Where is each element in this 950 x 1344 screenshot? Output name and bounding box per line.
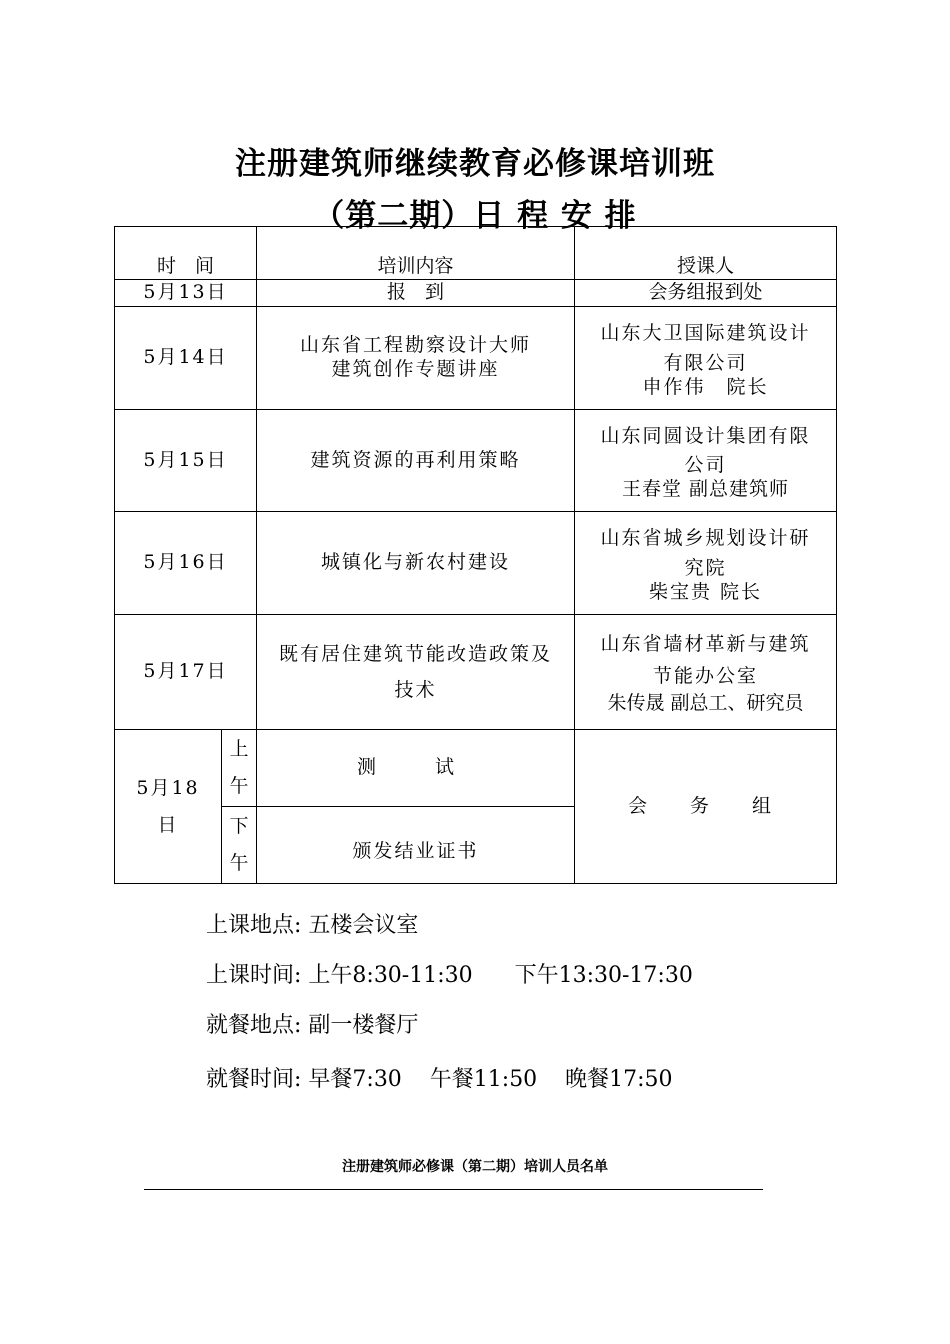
row-lecturer: 会务组报到处 — [575, 280, 837, 307]
footer-title: 注册建筑师必修课（第二期）培训人员名单 — [342, 1159, 608, 1175]
last-day-lecturer: 会 务 组 — [575, 730, 837, 884]
row-date: 5月14日 — [115, 307, 257, 410]
row-date: 5月15日 — [115, 410, 257, 512]
row-content: 既有居住建筑节能改造政策及 技术 — [257, 615, 575, 730]
row-lecturer: 山东大卫国际建筑设计 有限公司 申作伟 院长 — [575, 307, 837, 410]
document-subtitle: （第二期）日 程 安 排 — [313, 198, 637, 234]
afternoon-content: 颁发结业证书 — [257, 807, 575, 884]
row-content: 城镇化与新农村建设 — [257, 512, 575, 615]
dining-location-text: 就餐地点: 副一楼餐厅 — [206, 1013, 419, 1038]
row-date: 5月17日 — [115, 615, 257, 730]
class-location-text: 上课地点: 五楼会议室 — [206, 913, 419, 938]
table-row-last-day-morning — [115, 730, 837, 807]
table-row — [115, 307, 837, 410]
table-row — [115, 512, 837, 615]
row-date: 5月18 日 — [115, 730, 222, 884]
afternoon-label: 下午 — [222, 807, 257, 884]
row-lecturer: 山东同圆设计集团有限 公司 王春堂 副总建筑师 — [575, 410, 837, 512]
dining-time-text: 就餐时间: 早餐7:30 午餐11:50 晚餐17:50 — [206, 1067, 673, 1092]
row-lecturer: 山东省墙材革新与建筑 节能办公室 朱传晟 副总工、研究员 — [575, 615, 837, 730]
table-row — [115, 280, 837, 307]
header-lecturer: 授课人 — [575, 227, 837, 280]
schedule-table — [114, 226, 837, 884]
header-content: 培训内容 — [257, 227, 575, 280]
table-row — [115, 410, 837, 512]
row-content: 建筑资源的再利用策略 — [257, 410, 575, 512]
row-date: 5月13日 — [115, 280, 257, 307]
morning-content: 测 试 — [257, 730, 575, 807]
morning-label: 上午 — [222, 730, 257, 807]
class-time-text: 上课时间: 上午8:30-11:30 下午13:30-17:30 — [206, 963, 693, 988]
header-row — [115, 227, 837, 280]
row-lecturer: 山东省城乡规划设计研 究院 柴宝贵 院长 — [575, 512, 837, 615]
document-title: 注册建筑师继续教育必修课培训班 — [235, 146, 715, 182]
table-row — [115, 615, 837, 730]
footer-divider — [144, 1189, 763, 1190]
row-content: 山东省工程勘察设计大师 建筑创作专题讲座 — [257, 307, 575, 410]
row-content: 报 到 — [257, 280, 575, 307]
header-time: 时 间 — [115, 227, 257, 280]
row-date: 5月16日 — [115, 512, 257, 615]
